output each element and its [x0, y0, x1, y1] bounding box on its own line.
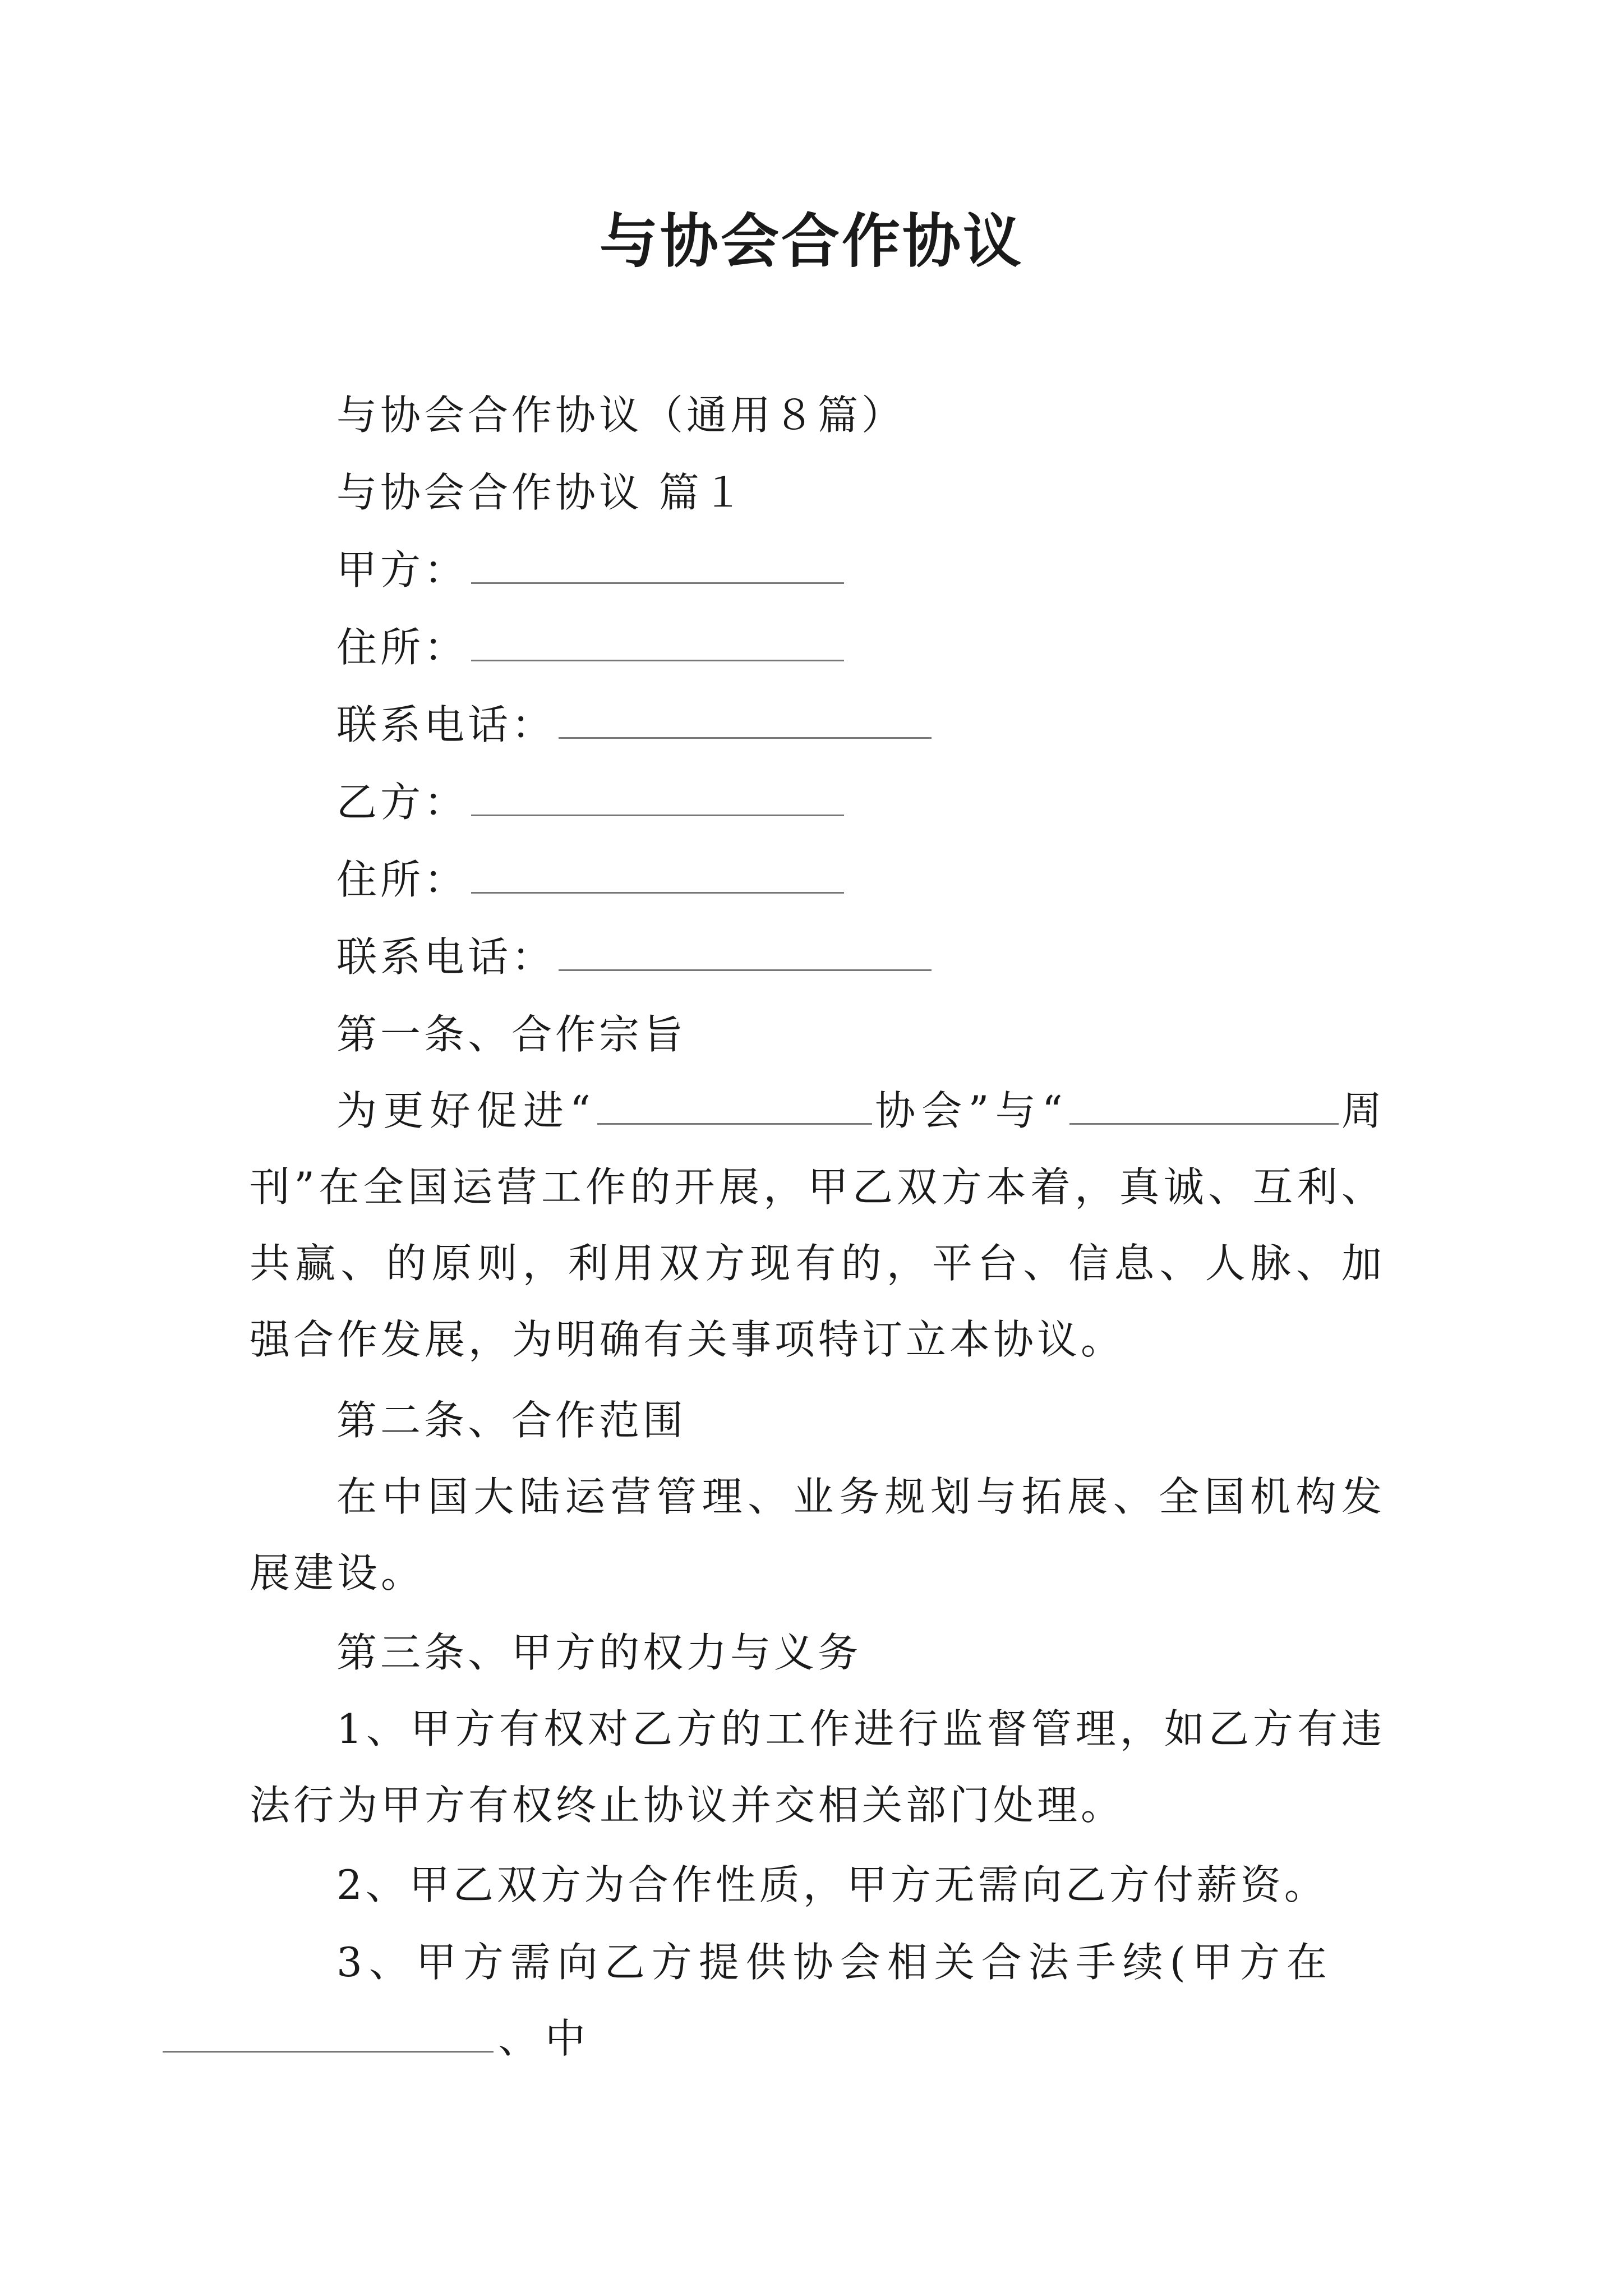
- article3-item3-part1: 3、甲方需向乙方提供协会相关合法手续(甲方在: [336, 1939, 1334, 1986]
- article3-item3-part2: 、中: [498, 2015, 593, 2062]
- article3-item3: [250, 1924, 1385, 2077]
- party-a-phone-field: [336, 697, 932, 753]
- article3-item2: 2、甲乙双方为合作性质，甲方无需向乙方付薪资。: [336, 1861, 1328, 1908]
- document-title: 与协会合作协议: [599, 206, 1023, 275]
- party-b-address-blank: [471, 858, 844, 894]
- article2-heading: 第二条、合作范围: [336, 1397, 687, 1444]
- party-b-field: [336, 774, 844, 830]
- party-b-phone-label: 联系电话：: [336, 933, 556, 981]
- article3-item1: 1、甲方有权对乙方的工作进行监督管理，如乙方有违法行为甲方有权终止协议并交相关部门处理。: [250, 1705, 1385, 1829]
- party-a-address-label: 住所：: [336, 624, 468, 671]
- party-a-address-field: [336, 619, 844, 675]
- article3-item3-blank: [163, 2017, 494, 2053]
- section-heading: 与协会合作协议 篇１: [336, 469, 746, 516]
- article2-paragraph: 在中国大陆运营管理、业务规划与拓展、全国机构发展建设。: [250, 1473, 1385, 1596]
- document-subtitle: 与协会合作协议（通用８篇）: [336, 392, 906, 439]
- party-b-address-field: [336, 852, 844, 908]
- party-b-label: 乙方：: [336, 779, 468, 826]
- party-b-phone-field: [336, 929, 932, 985]
- party-a-field: [336, 542, 844, 598]
- party-a-address-blank: [471, 626, 844, 661]
- article3-heading: 第三条、甲方的权力与义务: [336, 1629, 862, 1676]
- party-a-phone-label: 联系电话：: [336, 701, 556, 748]
- article1-text-part2: 协会”与“: [872, 1087, 1066, 1134]
- article1-heading: 第一条、合作宗旨: [336, 1011, 687, 1058]
- party-b-address-label: 住所：: [336, 856, 468, 903]
- article1-paragraph: [250, 1073, 1385, 1378]
- article1-text-part3: 周刊”在全国运营工作的开展，甲乙双方本着，真诚、互利、共赢、的原则，利用双方现有的，平台、信息、人脉、加强合作发展，为明确有关事项特订立本协议。: [250, 1087, 1385, 1363]
- party-b-phone-blank: [559, 936, 932, 971]
- association-name-blank: [597, 1089, 872, 1125]
- party-a-blank: [471, 549, 844, 584]
- weekly-name-blank: [1069, 1089, 1339, 1125]
- party-a-label: 甲方：: [336, 546, 468, 593]
- party-a-phone-blank: [559, 703, 932, 739]
- article1-text-part1: 为更好促进“: [336, 1087, 594, 1134]
- party-b-blank: [471, 781, 844, 816]
